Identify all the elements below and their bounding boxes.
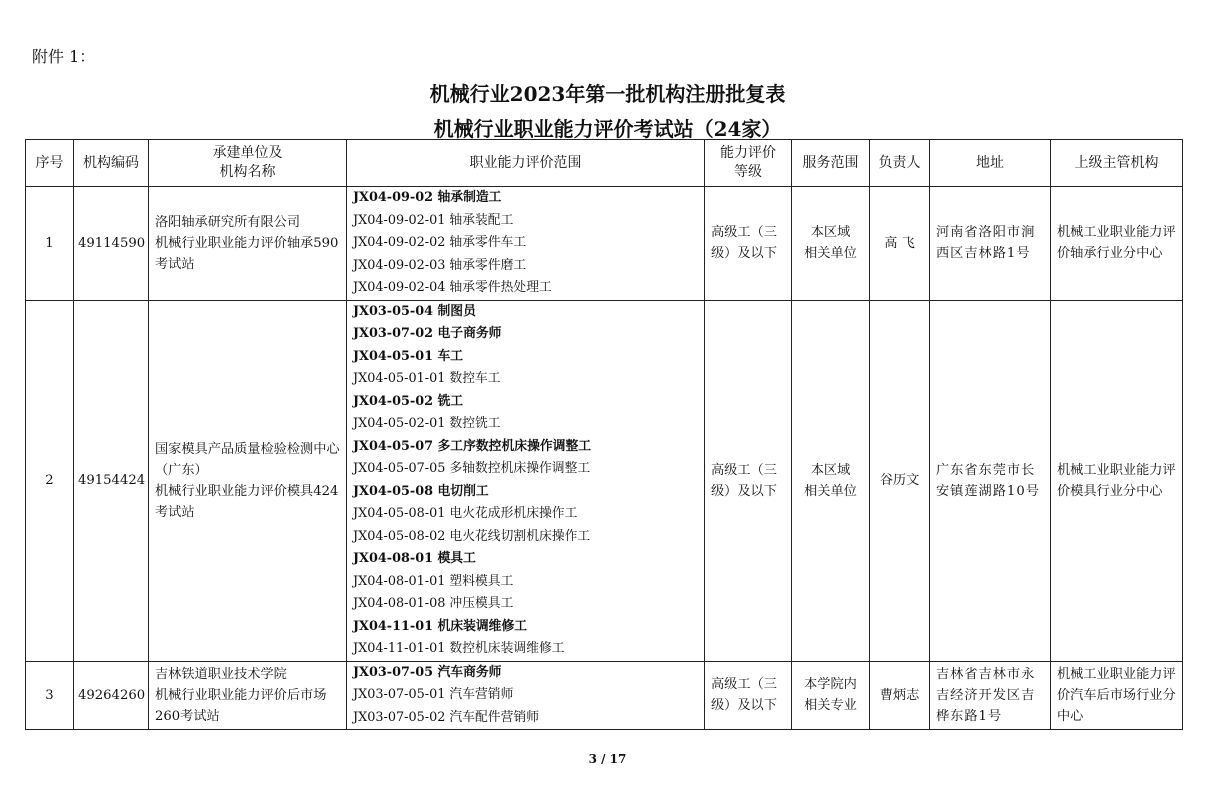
scope-item: JX04-05-01 车工 [353,348,464,364]
scope-item: JX04-05-01-01 数控车工 [353,371,501,386]
scope-item: JX04-05-02-01 数控铣工 [353,416,501,431]
scope-item: JX03-07-02 电子商务师 [353,326,502,341]
row-level: 高级工（三级）及以下 [705,187,792,301]
row-superior: 机械工业职业能力评价轴承行业分中心 [1051,187,1183,301]
row-person: 高 飞 [870,187,930,301]
header-address: 地址 [930,140,1051,187]
row-service: 本区域 相关单位 [792,187,870,301]
header-service: 服务范围 [792,140,870,187]
scope-item: JX03-05-04 制图员 [353,303,476,319]
scope-item: JX04-05-07 多工序数控机床操作调整工 [353,438,592,454]
scope-item: JX04-05-08-01 电火花成形机床操作工 [353,506,578,521]
row-person: 曹炳志 [870,661,930,730]
page-number: 3 / 17 [588,752,627,766]
header-level: 能力评价 等级 [705,140,792,187]
header-person: 负责人 [870,140,930,187]
scope-item: JX04-05-07-05 多轴数控机床操作调整工 [353,461,591,476]
attachment-label: 附件 1： [32,47,96,66]
scope-item: JX04-05-08 电切削工 [353,483,489,499]
row-seq: 2 [26,300,74,661]
scope-item: JX04-09-02-01 轴承装配工 [353,212,514,228]
header-code: 机构编码 [74,140,149,187]
row-scope [347,300,705,661]
scope-item: JX03-07-05 汽车商务师 [353,664,502,680]
scope-item: JX04-05-02 铣工 [353,393,464,409]
scope-item: JX04-09-02 轴承制造工 [353,190,502,205]
row-address: 河南省洛阳市涧西区吉林路1号 [930,187,1051,301]
table-row [26,187,1183,301]
scope-item: JX03-07-05-01 汽车营销师 [353,687,514,702]
row-seq: 3 [26,661,74,730]
row-service: 本区域 相关单位 [792,300,870,661]
table-row [26,661,1183,730]
scope-item: JX04-05-08-02 电火花线切割机床操作工 [353,528,591,544]
scope-item: JX04-09-02-04 轴承零件热处理工 [353,280,552,295]
table-row [26,300,1183,661]
row-org: 国家模具产品质量检验检测中心（广东） 机械行业职业能力评价模具424考试站 [149,300,347,661]
row-person: 谷历文 [870,300,930,661]
header-scope: 职业能力评价范围 [347,140,705,187]
scope-item: JX03-07-05-02 汽车配件营销师 [353,709,539,725]
scope-item: JX04-09-02-02 轴承零件车工 [353,235,527,250]
table-header-row [26,140,1183,187]
scope-item: JX04-08-01 模具工 [353,551,476,566]
scope-item: JX04-11-01-01 数控机床装调维修工 [353,641,565,656]
row-superior: 机械工业职业能力评价模具行业分中心 [1051,300,1183,661]
row-scope [347,661,705,730]
row-scope [347,187,705,301]
row-level: 高级工（三级）及以下 [705,661,792,730]
row-org: 洛阳轴承研究所有限公司 机械行业职业能力评价轴承590考试站 [149,187,347,301]
document-subtitle: 机械行业职业能力评价考试站（24家） [433,117,782,141]
scope-item: JX04-09-02-03 轴承零件磨工 [353,257,527,273]
row-code: 49154424 [74,300,149,661]
row-address: 广东省东莞市长安镇莲湖路10号 [930,300,1051,661]
scope-item: JX04-08-01-01 塑料模具工 [353,573,514,589]
header-superior: 上级主管机构 [1051,140,1183,187]
row-code: 49114590 [74,187,149,301]
header-seq: 序号 [26,140,74,187]
row-service: 本学院内 相关专业 [792,661,870,730]
row-org: 吉林铁道职业技术学院 机械行业职业能力评价后市场260考试站 [149,661,347,730]
scope-item: JX04-08-01-08 冲压模具工 [353,596,514,611]
document-title: 机械行业2023年第一批机构注册批复表 [429,82,786,106]
row-level: 高级工（三级）及以下 [705,300,792,661]
row-superior: 机械工业职业能力评价汽车后市场行业分中心 [1051,661,1183,730]
row-address: 吉林省吉林市永吉经济开发区吉桦东路1号 [930,661,1051,730]
row-seq: 1 [26,187,74,301]
header-org: 承建单位及 机构名称 [149,140,347,187]
registration-table [25,139,1183,730]
scope-item: JX04-11-01 机床装调维修工 [353,618,528,634]
row-code: 49264260 [74,661,149,730]
